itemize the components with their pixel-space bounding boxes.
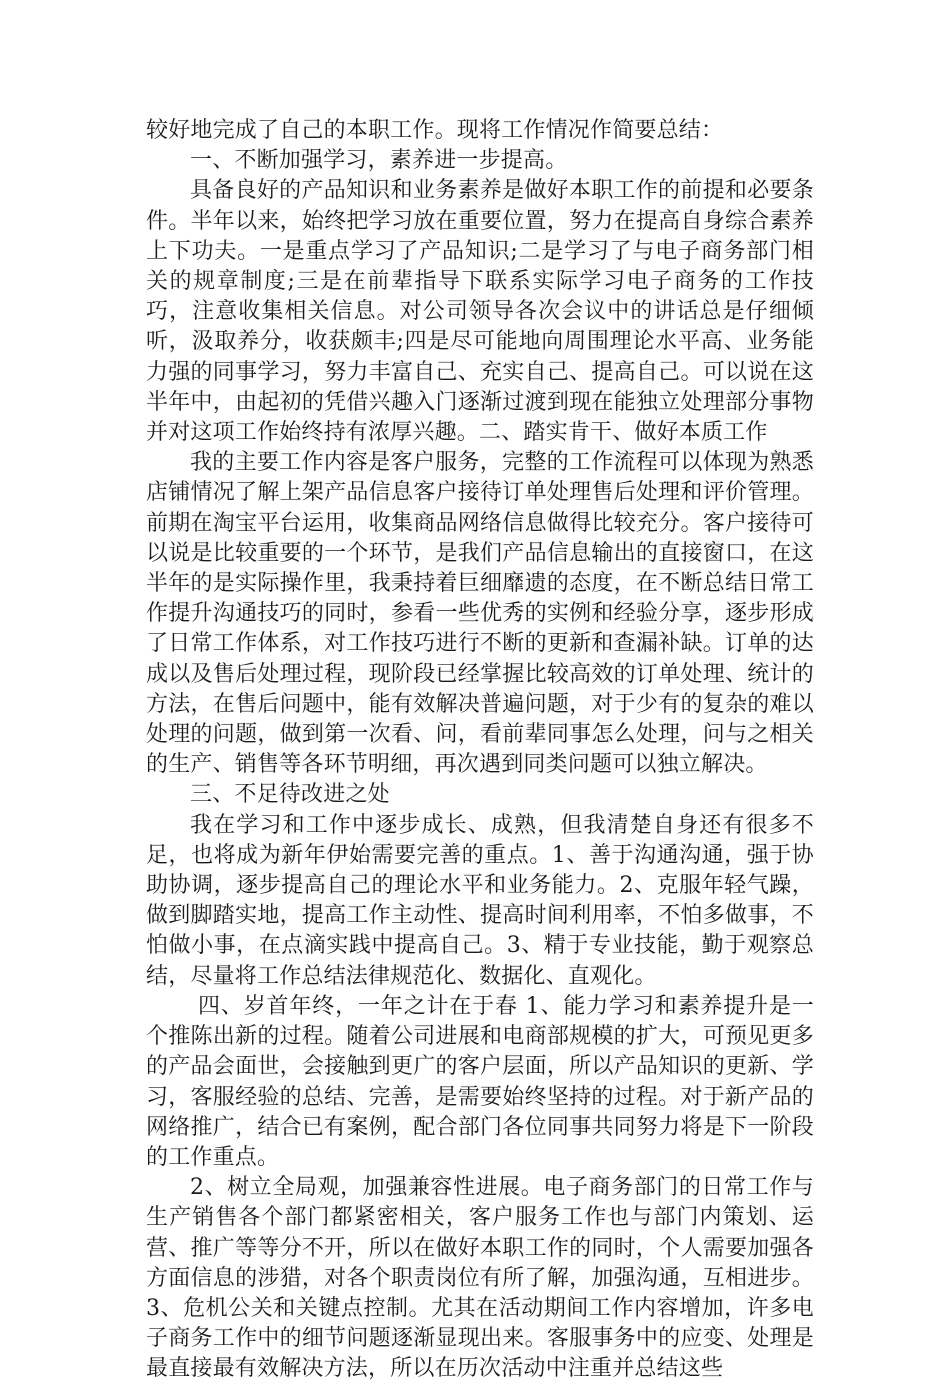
paragraph-new-year-plan: 四、岁首年终，一年之计在于春 1、能力学习和素养提升是一个推陈出新的过程。随着公司进展和电商部规模的扩大，可预见更多的产品会面世，会接触到更广的客户层面，所以产品知识的更新、学习，客服经验的总结、完善，是需要始终坚持的过程。对于新产品的网络推广，结合已有案例，配合部门各位同事共同努力将是下一阶段的工作重点。 <box>146 993 814 1170</box>
section-heading-3: 三、不足待改进之处 <box>190 782 390 808</box>
paragraph-learning: 具备良好的产品知识和业务素养是做好本职工作的前提和必要条件。半年以来，始终把学习放在重要位置，努力在提高自身综合素养上下功夫。一是重点学习了产品知识;二是学习了与电子商务部门相关的规章制度;三是在前辈指导下联系实际学习电子商务的工作技巧，注意收集相关信息。对公司领导各次会议中的讲话总是仔细倾听，汲取养分，收获颇丰;四是尽可能地向周围理论水平高、业务能力强的同事学习，努力丰富自己、充实自己、提高自己。可以说在这半年中，由起初的凭借兴趣入门逐渐过渡到现在能独立处理部分事物并对这项工作始终持有浓厚兴趣。二、踏实肯干、做好本质工作 <box>146 178 814 446</box>
paragraph-intro: 较好地完成了自己的本职工作。现将工作情况作简要总结： <box>146 118 724 143</box>
paragraph-global-view: 2、树立全局观，加强兼容性进展。电子商务部门的日常工作与生产销售各个部门都紧密相关，客户服务工作也与部门内策划、运营、推广等等分不开，所以在做好本职工作的同时，个人需要加强各方面信息的涉猎，对各个职责岗位有所了解，加强沟通，互相进步。3、危机公关和关键点控制。尤其在活动期间工作内容增加，许多电子商务工作中的细节问题逐渐显现出来。客服事务中的应变、处理是最直接最有效解决方法，所以在历次活动中注重并总结这些 <box>146 1175 814 1382</box>
section-heading-1: 一、不断加强学习，素养进一步提高。 <box>190 148 568 174</box>
document-body <box>146 116 814 1385</box>
paragraph-main-work: 我的主要工作内容是客户服务，完整的工作流程可以体现为熟悉店铺情况了解上架产品信息客户接待订单处理售后处理和评价管理。前期在淘宝平台运用，收集商品网络信息做得比较充分。客户接待可以说是比较重要的一个环节，是我们产品信息输出的直接窗口，在这半年的是实际操作里，我秉持着巨细靡遗的态度，在不断总结日常工作提升沟通技巧的同时，参看一些优秀的实例和经验分享，逐步形成了日常工作体系，对工作技巧进行不断的更新和查漏补缺。订单的达成以及售后处理过程，现阶段已经掌握比较高效的订单处理、统计的方法，在售后问题中，能有效解决普遍问题，对于少有的复杂的难以处理的问题，做到第一次看、问，看前辈同事怎么处理，问与之相关的生产、销售等各环节明细，再次遇到同类问题可以独立解决。 <box>146 450 814 778</box>
paragraph-improvements: 我在学习和工作中逐步成长、成熟，但我清楚自身还有很多不足，也将成为新年伊始需要完善的重点。1、善于沟通沟通，强于协助协调，逐步提高自己的理论水平和业务能力。2、克服年轻气躁，做到脚踏实地，提高工作主动性、提高时间利用率，不怕多做事，不怕做小事，在点滴实践中提高自己。3、精于专业技能，勤于观察总结，尽量将工作总结法律规范化、数据化、直观化。 <box>146 812 814 989</box>
